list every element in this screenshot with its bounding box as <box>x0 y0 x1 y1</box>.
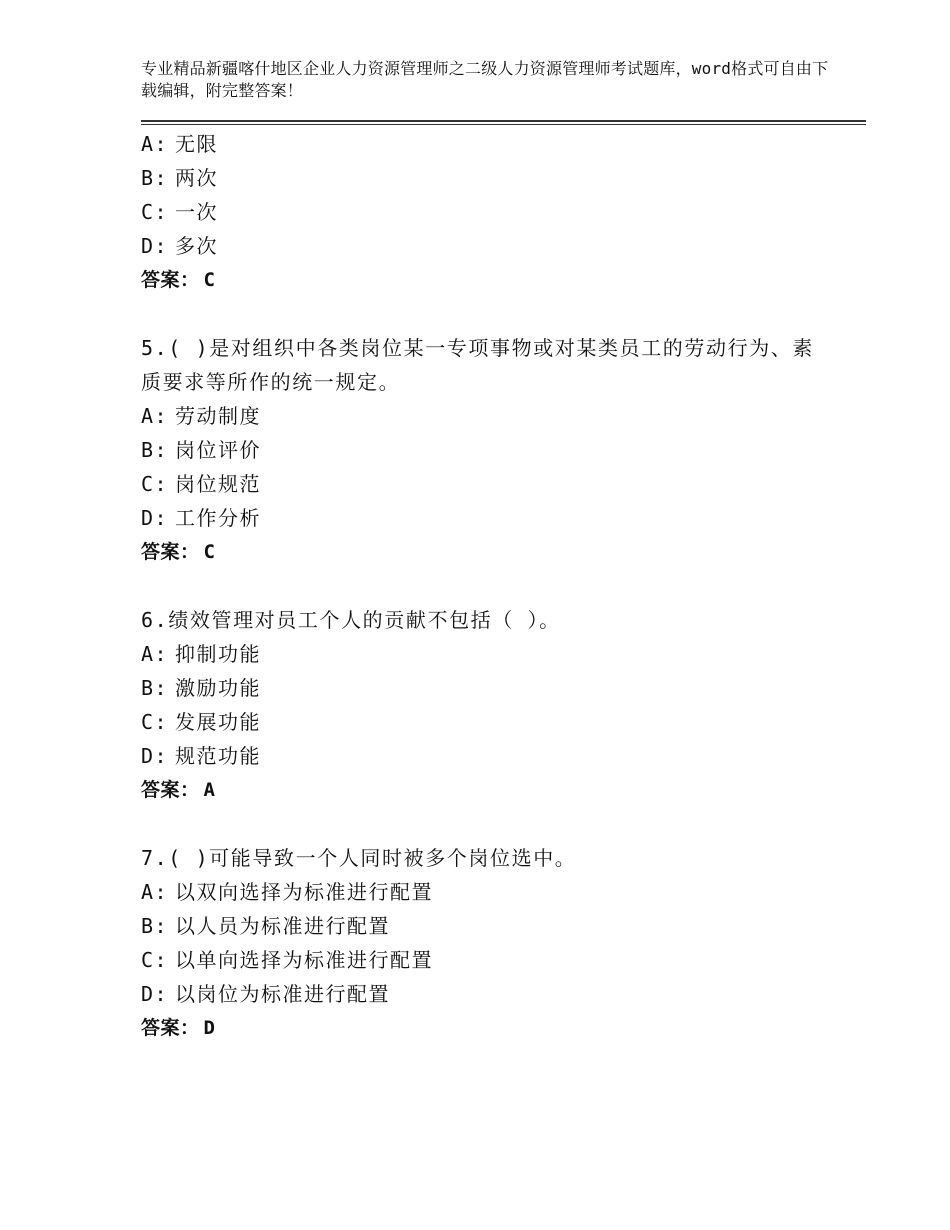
answer-option <box>141 127 841 161</box>
option-text: 以双向选择为标准进行配置 <box>175 880 433 904</box>
option-text: 抑制功能 <box>175 642 261 666</box>
option-text: 岗位规范 <box>175 472 261 496</box>
option-text: 规范功能 <box>175 744 261 768</box>
answer-option <box>141 161 841 195</box>
answer-option <box>141 671 841 705</box>
document-header: 专业精品新疆喀什地区企业人力资源管理师之二级人力资源管理师考试题库，word格式可自由下载编辑，附完整答案！ <box>141 59 829 100</box>
answer-label: 答案： <box>141 541 200 563</box>
option-text: 工作分析 <box>175 506 261 530</box>
option-text: 以人员为标准进行配置 <box>175 914 390 938</box>
answer-line <box>141 773 841 807</box>
answer-option <box>141 229 841 263</box>
option-key: D: <box>141 234 169 258</box>
answer-option <box>141 909 841 943</box>
answer-option <box>141 943 841 977</box>
option-key: A: <box>141 404 169 428</box>
answer-option <box>141 467 841 501</box>
answer-option <box>141 637 841 671</box>
option-key: B: <box>141 676 169 700</box>
answer-value: D <box>203 1017 216 1039</box>
option-key: C: <box>141 200 169 224</box>
option-key: B: <box>141 438 169 462</box>
question-block <box>141 841 841 1045</box>
option-key: C: <box>141 710 169 734</box>
question-block <box>141 127 841 297</box>
option-key: D: <box>141 982 169 1006</box>
option-key: A: <box>141 132 169 156</box>
answer-label: 答案： <box>141 1017 200 1039</box>
question-stem-line: 5.( )是对组织中各类岗位某一专项事物或对某类员工的劳动行为、素 <box>141 336 815 360</box>
header-rule-thin <box>141 124 866 125</box>
option-key: A: <box>141 642 169 666</box>
option-text: 岗位评价 <box>175 438 261 462</box>
option-text: 两次 <box>175 166 218 190</box>
answer-option <box>141 977 841 1011</box>
question-stem-line: 7.( )可能导致一个人同时被多个岗位选中。 <box>141 846 577 870</box>
answer-value: A <box>203 779 216 801</box>
answer-option <box>141 739 841 773</box>
option-key: B: <box>141 914 169 938</box>
answer-option <box>141 875 841 909</box>
option-key: C: <box>141 948 169 972</box>
option-text: 以岗位为标准进行配置 <box>175 982 390 1006</box>
answer-option <box>141 195 841 229</box>
question-stem-line: 质要求等所作的统一规定。 <box>141 370 401 394</box>
option-text: 激励功能 <box>175 676 261 700</box>
answer-label: 答案： <box>141 269 200 291</box>
question-stem-line: 6.绩效管理对员工个人的贡献不包括（ ）。 <box>141 608 561 632</box>
answer-value: C <box>203 541 216 563</box>
answer-option <box>141 433 841 467</box>
option-text: 一次 <box>175 200 218 224</box>
option-key: C: <box>141 472 169 496</box>
option-text: 劳动制度 <box>175 404 261 428</box>
answer-value: C <box>203 269 216 291</box>
header-rule-thick <box>141 120 866 122</box>
answer-label: 答案： <box>141 779 200 801</box>
answer-option <box>141 501 841 535</box>
answer-line <box>141 263 841 297</box>
option-key: D: <box>141 744 169 768</box>
option-key: A: <box>141 880 169 904</box>
answer-line <box>141 535 841 569</box>
answer-line <box>141 1011 841 1045</box>
option-text: 以单向选择为标准进行配置 <box>175 948 433 972</box>
answer-option <box>141 399 841 433</box>
option-text: 多次 <box>175 234 218 258</box>
question-block <box>141 331 841 569</box>
option-text: 发展功能 <box>175 710 261 734</box>
option-text: 无限 <box>175 132 218 156</box>
answer-option <box>141 705 841 739</box>
option-key: D: <box>141 506 169 530</box>
question-block <box>141 603 841 807</box>
option-key: B: <box>141 166 169 190</box>
question-list <box>141 127 841 1045</box>
